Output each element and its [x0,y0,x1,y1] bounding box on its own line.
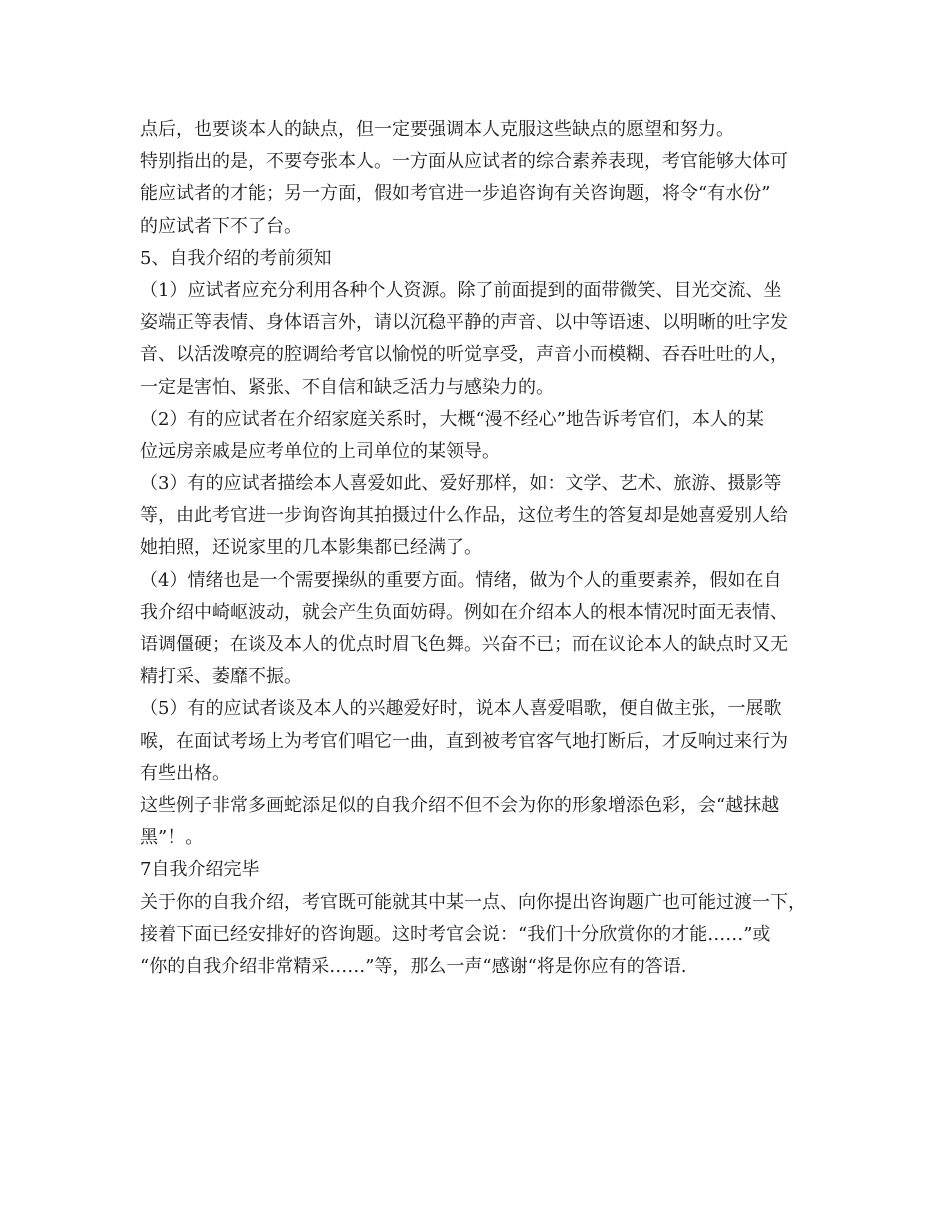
section-heading: 7自我介绍完毕 [140,859,260,881]
text-line: 点后，也要谈本人的缺点，但一定要强调本人克服这些缺点的愿望和努力。 [140,119,734,140]
text-line: （1）应试者应充分利用各种个人资源。除了前面提到的面带微笑、目光交流、坐 [140,279,782,301]
text-line: 的应试者下不了台。 [140,215,302,237]
text-line: 等，由此考官进一步询咨询其拍摄过什么作品，这位考生的答复却是她喜爱别人给 [140,505,788,527]
text-line: 特别指出的是，不要夸张本人。一方面从应试者的综合素养表现，考官能够大体可 [140,151,788,173]
text-line: 精打采、萎靡不振。 [140,666,302,688]
text-line: 音、以活泼嘹亮的腔调给考官以愉悦的听觉享受，声音小而模糊、吞吞吐吐的人， [140,344,788,366]
text-line: 黑”！。 [140,827,204,849]
text-line: （5）有的应试者谈及本人的兴趣爱好时，说本人喜爱唱歌，便自做主张，一展歌 [140,698,782,720]
text-line: （3）有的应试者描绘本人喜爱如此、爱好那样，如：文学、艺术、旅游、摄影等 [140,473,782,495]
text-line: （4）情绪也是一个需要操纵的重要方面。情绪，做为个人的重要素养，假如在自 [140,569,782,591]
text-line: 能应试者的才能；另一方面，假如考官进一步追咨询有关咨询题，将令“有水份” [140,183,771,205]
text-line: 她拍照，还说家里的几本影集都已经满了。 [140,537,482,559]
text-line: 位远房亲戚是应考单位的上司单位的某领导。 [140,440,500,462]
text-line: “你的自我介绍非常精采……”等，那么一声“感谢“将是你应有的答语. [140,955,687,977]
text-line: 有些出格。 [140,762,230,784]
text-line: 接着下面已经安排好的咨询题。这时考官会说：“我们十分欣赏你的才能……”或 [140,923,771,945]
text-line: 关于你的自我介绍，考官既可能就其中某一点、向你提出咨询题广也可能过渡一下， [140,891,806,913]
text-line: 姿端正等表情、身体语言外，请以沉稳平静的声音、以中等语速、以明晰的吐字发 [140,312,788,334]
text-line: 我介绍中崎岖波动，就会产生负面妨碍。例如在介绍本人的根本情况时面无表情、 [140,601,788,623]
document-body [140,114,840,983]
text-line: 语调僵硬；在谈及本人的优点时眉飞色舞。兴奋不已；而在议论本人的缺点时又无 [140,634,788,655]
section-heading: 5、自我介绍的考前须知 [140,247,332,269]
text-line: （2）有的应试者在介绍家庭关系时，大概“漫不经心”地告诉考官们，本人的某 [140,408,764,430]
text-line: 这些例子非常多画蛇添足似的自我介绍不但不会为你的形象增添色彩，会“越抹越 [140,794,780,816]
text-line: 一定是害怕、紧张、不自信和缺乏活力与感染力的。 [140,376,554,398]
text-line: 喉，在面试考场上为考官们唱它一曲，直到被考官客气地打断后，才反响过来行为 [140,730,788,752]
